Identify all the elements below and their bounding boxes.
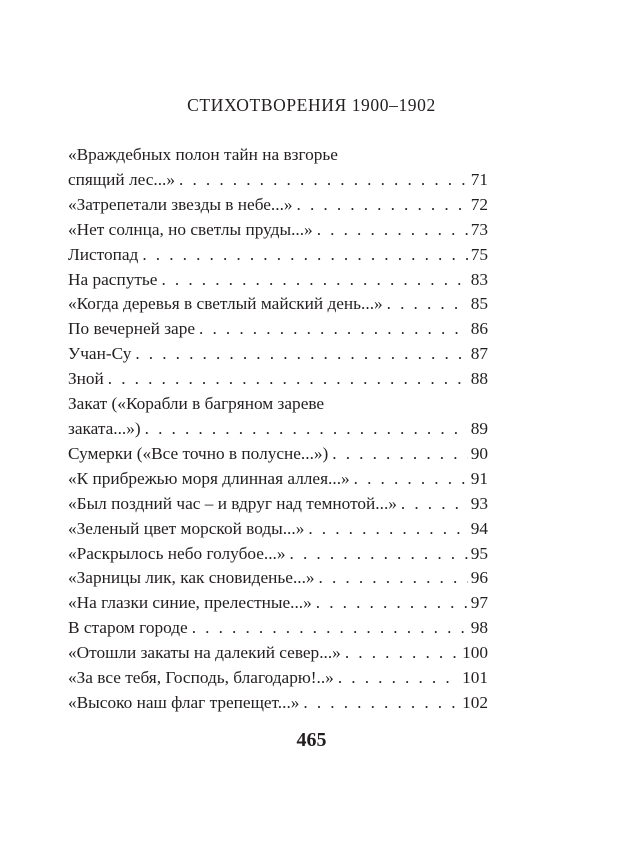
dot-leader [303, 691, 460, 716]
dot-leader [319, 566, 468, 591]
toc-entry [68, 317, 488, 342]
toc-entry [68, 517, 488, 542]
toc-entry-title-line: «Был поздний час – и вдруг над темнотой...» [68, 493, 397, 513]
toc-entry [68, 616, 488, 641]
toc-entry [68, 143, 488, 193]
toc-entry [68, 492, 488, 517]
toc-entry-page: 98 [470, 618, 488, 638]
dot-leader [317, 218, 468, 243]
toc-entry [68, 342, 488, 367]
toc-entry-page: 88 [470, 369, 488, 389]
dot-leader [108, 367, 468, 392]
toc-entry [68, 691, 488, 716]
toc-entry-title-line: «За все тебя, Господь, благодарю!..» [68, 668, 334, 688]
toc-entry [68, 641, 488, 666]
toc-entry-page: 83 [470, 269, 488, 289]
toc-entry-page: 86 [470, 319, 488, 339]
toc-entry [68, 218, 488, 243]
dot-leader [290, 542, 468, 567]
toc-entry-page: 96 [470, 568, 488, 588]
toc-entry-title-line: На распутье [68, 269, 158, 289]
toc-entry [68, 392, 488, 442]
toc-entry [68, 467, 488, 492]
toc-entry-page: 94 [470, 518, 488, 538]
toc-entry-page: 87 [470, 344, 488, 364]
dot-leader [345, 641, 460, 666]
toc-entry-title-line: В старом городе [68, 618, 188, 638]
dot-leader [354, 467, 468, 492]
toc-entry-page: 90 [470, 443, 488, 463]
toc-entry-page: 101 [462, 668, 488, 688]
toc-entry [68, 367, 488, 392]
toc-entry-title-line: «Когда деревья в светлый майский день...» [68, 294, 383, 314]
dot-leader [192, 616, 468, 641]
toc-entry-title-line: Листопад [68, 244, 139, 264]
toc-entry [68, 292, 488, 317]
toc-entry [68, 591, 488, 616]
toc-entry [68, 268, 488, 293]
toc-entry-title-line: По вечерней заре [68, 319, 196, 339]
section-title: СТИХОТВОРЕНИЯ 1900–1902 [187, 95, 436, 115]
dot-leader [332, 442, 468, 467]
toc-entry-page: 102 [462, 692, 488, 712]
toc-entry-title-line: «Зеленый цвет морской воды...» [68, 518, 305, 538]
page-number: 465 [296, 729, 327, 751]
toc-entry-page: 95 [470, 543, 488, 563]
toc-entry-page: 72 [470, 194, 488, 214]
toc-entry [68, 442, 488, 467]
toc-entry-title-line: «Нет солнца, но светлы пруды...» [68, 219, 313, 239]
toc-entry-page: 71 [470, 169, 488, 189]
dot-leader [161, 268, 468, 293]
toc-entry-title-line: «Затрепетали звезды в небе...» [68, 194, 293, 214]
toc-entry-title-line: заката...») [68, 418, 141, 438]
toc-entry [68, 566, 488, 591]
toc-entry-title-line: Закат («Корабли в багряном зареве [68, 394, 325, 414]
toc-entry-title-line: спящий лес...» [68, 169, 175, 189]
toc-entry-title-line: «Раскрылось небо голубое...» [68, 543, 286, 563]
dot-leader [179, 168, 468, 193]
dot-leader [316, 591, 468, 616]
toc-entry-title-line: Учан-Су [68, 344, 132, 364]
toc-entry-title-line: «Высоко наш флаг трепещет...» [68, 692, 300, 712]
dot-leader [338, 666, 460, 691]
toc-entry-page: 91 [470, 468, 488, 488]
toc-entry [68, 193, 488, 218]
toc-entry-page: 75 [470, 244, 488, 264]
dot-leader [401, 492, 468, 517]
toc-entry-page: 85 [470, 294, 488, 314]
toc-entry [68, 666, 488, 691]
table-of-contents [68, 143, 488, 716]
toc-entry-page: 97 [470, 593, 488, 613]
toc-entry-page: 100 [462, 643, 488, 663]
toc-entry-page: 73 [470, 219, 488, 239]
toc-entry [68, 243, 488, 268]
dot-leader [387, 292, 468, 317]
toc-entry-title-line: Зной [68, 369, 104, 389]
dot-leader [135, 342, 468, 367]
dot-leader [145, 417, 468, 442]
toc-entry-title-line: «К прибрежью моря длинная аллея...» [68, 468, 350, 488]
dot-leader [308, 517, 468, 542]
toc-entry-title-line: «На глазки синие, прелестные...» [68, 593, 312, 613]
toc-entry-title-line: Сумерки («Все точно в полусне...») [68, 443, 329, 463]
toc-entry-title-line: «Отошли закаты на далекий север...» [68, 643, 341, 663]
toc-entry [68, 542, 488, 567]
toc-entry-page: 89 [470, 418, 488, 438]
dot-leader [199, 317, 468, 342]
toc-entry-title-line: «Враждебных полон тайн на взгорье [68, 145, 338, 164]
dot-leader [297, 193, 468, 218]
dot-leader [142, 243, 468, 268]
toc-entry-title-line: «Зарницы лик, как сновиденье...» [68, 568, 315, 588]
toc-entry-page: 93 [470, 493, 488, 513]
